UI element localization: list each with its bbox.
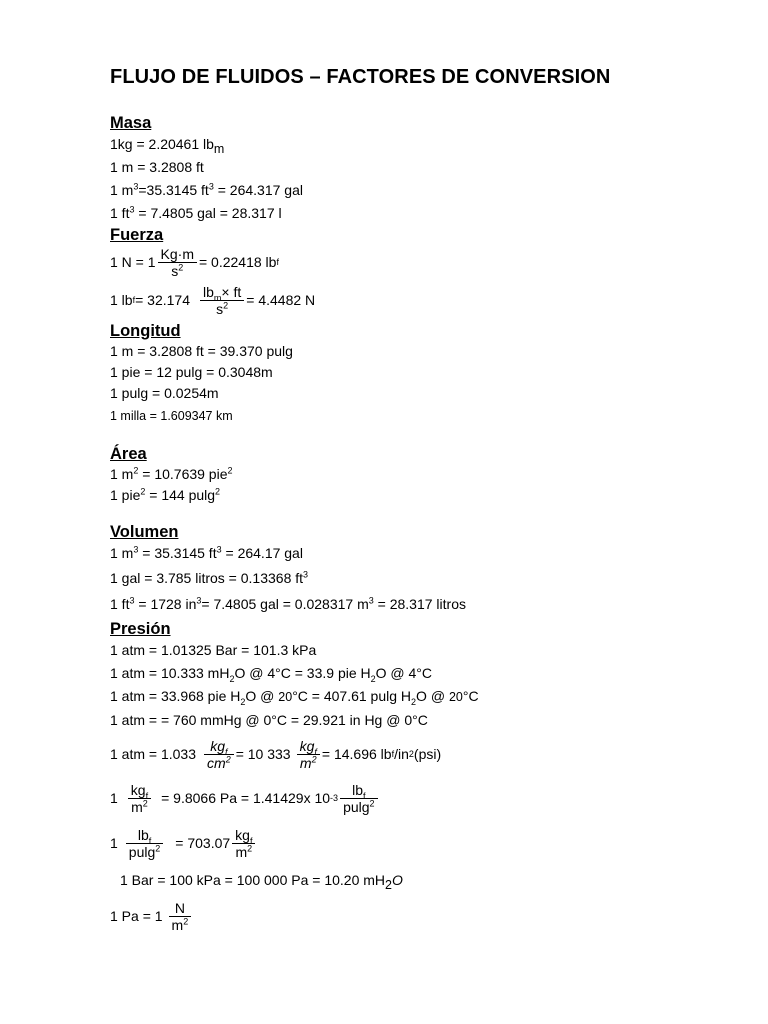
document-page (110, 66, 730, 938)
longitud-line-2: 1 pie = 12 pulg = 0.3048m (110, 364, 273, 380)
presion-line-6: 1 $\frac{kg_f}{m^2}$ = 9.8066 Pa = 1.41429x 10 -3 $\frac{lb_f}{pulg^2}$ (110, 776, 730, 820)
area-line-2: 1 pie$^2$ = 144 pulg$^2$ (110, 486, 221, 503)
section-heading-area: Área (110, 445, 147, 463)
fraction: $\frac{Kg\cdot m}{s^2}$ (158, 246, 197, 279)
presion-line-4: 1 atm = = 760 mmHg @ 0°C = 29.921 in Hg @ 0°C (110, 712, 428, 728)
fraction: $\frac{lb_f}{pulg^2}$ (126, 827, 163, 860)
fuerza-line-1: 1 N = 1 $\frac{Kg\cdot m}{s^2}$ = 0.22418 lb f (110, 245, 279, 279)
fraction: $\frac{kg_f}{m^2}$ (297, 738, 320, 771)
section-heading-longitud: Longitud (110, 322, 181, 340)
presion-line-2: 1 atm = 10.333 $mH_2O$ @ 4°C = 33.9 pie $H_2O$ @ 4°C (110, 665, 433, 684)
fraction: $\frac{kg_f}{m^2}$ (128, 782, 151, 815)
page-title: FLUJO DE FLUIDOS – FACTORES DE CONVERSION (110, 66, 611, 88)
volumen-line-1: 1 $m^3 = 35.3145$ $ft^3 = 264.17$ gal (110, 544, 303, 561)
section-heading-fuerza: Fuerza (110, 226, 164, 244)
fraction: $\frac{kg_f}{m^2}$ (232, 827, 255, 860)
presion-line-5: 1 atm = 1.033 $\frac{kg_f}{cm^2}$ = 10 333 $\frac{kg_f}{m^2}$ = 14.696 lb f /in 2 (psi) (110, 737, 442, 771)
fraction: $\frac{lb_m\times ft}{s^2}$ (200, 284, 244, 317)
masa-line-3: 1 $m^3=35.3145$ $ft^3 = 264.317$ gal (110, 181, 303, 198)
fraction: $\frac{N}{m^2}$ (169, 900, 192, 933)
presion-line-3: 1 atm = 33.968 pie $H_2O$ @ 20°C = 407.61 pulg $H_2O$ @ 20°C (110, 688, 479, 707)
fraction: $\frac{lb_f}{pulg^2}$ (340, 782, 377, 815)
masa-line-1: 1kg = 2.20461 $lb_m$ (110, 136, 225, 156)
masa-line-2: 1 m = 3.2808 ft (110, 159, 204, 175)
area-line-1: 1 $m^2 = 10.7639$ pie$^2$ (110, 465, 233, 482)
presion-line-9: 1 Pa = 1 $\frac{N}{m^2}$ (110, 894, 730, 938)
presion-line-1: 1 atm = 1.01325 Bar = 101.3 kPa (110, 642, 317, 658)
presion-line-7: 1 $\frac{lb_f}{pulg^2}$ = 703.07 $\frac{kg_f}{m^2}$ (110, 820, 730, 866)
fuerza-line-2: 1 lb f = 32.174 $\frac{lb_m\times ft}{s^2}$ = 4.4482 N (110, 283, 316, 317)
volumen-line-2: 1 gal = 3.785 litros = 0.13368 $ft^3$ (110, 569, 309, 586)
longitud-line-3: 1 pulg = 0.0254m (110, 385, 219, 401)
fraction: $\frac{kg_f}{cm^2}$ (204, 738, 234, 771)
presion-line-8: 1 Bar = 100 kPa = 100 000 Pa = 10.20 $mH_2O$ (120, 872, 403, 892)
section-heading-masa: Masa (110, 114, 152, 132)
masa-line-4: 1 $ft^3 = 7.4805$ gal = 28.317 l (110, 204, 282, 221)
section-heading-presion: Presión (110, 620, 171, 638)
volumen-line-3: 1 $ft^3 = 1728$ $in^3= 7.4805$ gal = 0.028317 $m^3 = 28.317$ litros (110, 595, 466, 612)
section-heading-volumen: Volumen (110, 523, 179, 541)
longitud-line-4: 1 milla = 1.609347 km (110, 409, 233, 423)
longitud-line-1: 1 m = 3.2808 ft = 39.370 pulg (110, 343, 293, 359)
